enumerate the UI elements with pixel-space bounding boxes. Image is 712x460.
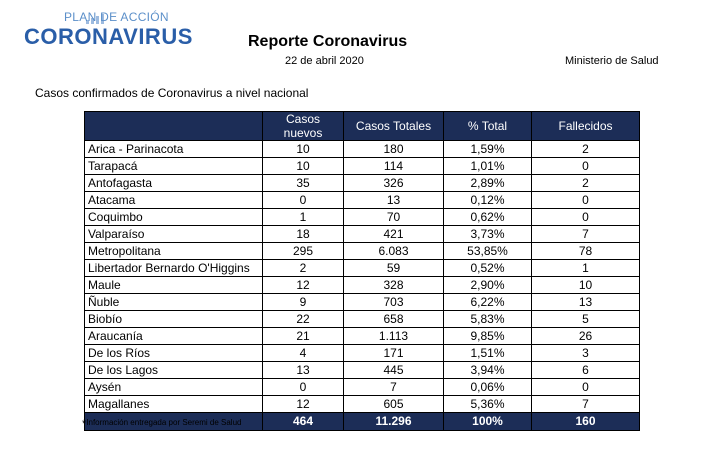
new-cases-cell: 18 [263,226,344,243]
region-name-cell: Tarapacá [85,158,263,175]
new-cases-cell: 0 [263,192,344,209]
table-row [85,141,640,158]
region-name-cell: Arica - Parinacota [85,141,263,158]
total-percent: 100% [444,413,532,431]
percent-total-cell: 2,90% [444,277,532,294]
table-row [85,345,640,362]
total-cases-cell: 1.113 [344,328,444,345]
total-deaths: 160 [532,413,640,431]
percent-total-cell: 1,51% [444,345,532,362]
region-name-cell: Coquimbo [85,209,263,226]
deaths-cell: 7 [532,396,640,413]
region-name-cell: Maule [85,277,263,294]
table-row [85,311,640,328]
total-cases-cell: 605 [344,396,444,413]
total-cases-cell: 6.083 [344,243,444,260]
plan-de-accion-logo [24,8,193,52]
region-name-cell: Metropolitana [85,243,263,260]
table-row [85,260,640,277]
deaths-cell: 0 [532,209,640,226]
total-cases-cell: 7 [344,379,444,396]
total-cases-cell: 326 [344,175,444,192]
total-cases-cell: 114 [344,158,444,175]
deaths-cell: 26 [532,328,640,345]
ministry-label: Ministerio de Salud [565,55,659,67]
percent-total-cell: 0,06% [444,379,532,396]
table-row [85,379,640,396]
new-cases-cell: 21 [263,328,344,345]
region-name-cell: Valparaíso [85,226,263,243]
deaths-cell: 6 [532,362,640,379]
deaths-cell: 10 [532,277,640,294]
new-cases-cell: 1 [263,209,344,226]
percent-total-cell: 2,89% [444,175,532,192]
deaths-cell: 5 [532,311,640,328]
total-cases-cell: 445 [344,362,444,379]
column-header-total-cases: Casos Totales [344,112,444,141]
percent-total-cell: 1,59% [444,141,532,158]
logo-top-text: PLAN DE ACCIÓN [64,10,169,24]
percent-total-cell: 5,36% [444,396,532,413]
total-total-cases: 11.296 [344,413,444,431]
percent-total-cell: 5,83% [444,311,532,328]
table-row [85,158,640,175]
total-cases-cell: 70 [344,209,444,226]
percent-total-cell: 1,01% [444,158,532,175]
total-cases-cell: 171 [344,345,444,362]
percent-total-cell: 0,52% [444,260,532,277]
table-row [85,328,640,345]
region-name-cell: Antofagasta [85,175,263,192]
new-cases-cell: 22 [263,311,344,328]
region-name-cell: Magallanes [85,396,263,413]
new-cases-cell: 12 [263,396,344,413]
table-row [85,175,640,192]
deaths-cell: 3 [532,345,640,362]
note-text: Información entregada por Seremi de Salud [86,418,242,427]
total-new-cases: 464 [263,413,344,431]
report-date: 22 de abril 2020 [285,55,364,67]
table-row [85,277,640,294]
total-cases-cell: 658 [344,311,444,328]
deaths-cell: 2 [532,175,640,192]
new-cases-cell: 295 [263,243,344,260]
table-row [85,192,640,209]
new-cases-cell: 4 [263,345,344,362]
new-cases-cell: 2 [263,260,344,277]
percent-total-cell: 9,85% [444,328,532,345]
percent-total-cell: 3,73% [444,226,532,243]
region-name-cell: De los Ríos [85,345,263,362]
table-row [85,226,640,243]
deaths-cell: 13 [532,294,640,311]
column-header-region [85,112,263,141]
region-name-cell: Ñuble [85,294,263,311]
new-cases-cell: 12 [263,277,344,294]
table-row [85,362,640,379]
column-header-percent: % Total [444,112,532,141]
logo-main-text: CORONAVIRUS [24,24,193,49]
report-title: Reporte Coronavirus [248,33,408,50]
percent-total-cell: 0,12% [444,192,532,209]
deaths-cell: 0 [532,379,640,396]
region-name-cell: Atacama [85,192,263,209]
percent-total-cell: 3,94% [444,362,532,379]
table-row [85,209,640,226]
region-name-cell: De los Lagos [85,362,263,379]
total-cases-cell: 328 [344,277,444,294]
deaths-cell: 78 [532,243,640,260]
table-header-row [85,112,640,141]
note-asterisk: * [82,418,87,430]
new-cases-cell: 9 [263,294,344,311]
region-name-cell: Aysén [85,379,263,396]
deaths-cell: 0 [532,158,640,175]
new-cases-cell: 35 [263,175,344,192]
new-cases-cell: 10 [263,141,344,158]
table-row [85,396,640,413]
new-cases-cell: 0 [263,379,344,396]
table-row [85,243,640,260]
column-header-new-cases: Casos nuevos [263,112,344,141]
deaths-cell: 7 [532,226,640,243]
total-cases-cell: 59 [344,260,444,277]
source-note [82,418,241,430]
region-name-cell: Biobío [85,311,263,328]
table-subtitle: Casos confirmados de Coronavirus a nivel nacional [35,86,309,100]
region-name-cell: Araucanía [85,328,263,345]
percent-total-cell: 53,85% [444,243,532,260]
percent-total-cell: 6,22% [444,294,532,311]
new-cases-cell: 10 [263,158,344,175]
new-cases-cell: 13 [263,362,344,379]
total-cases-cell: 180 [344,141,444,158]
table-row [85,294,640,311]
region-name-cell: Libertador Bernardo O'Higgins [85,260,263,277]
cases-table [84,111,640,431]
deaths-cell: 0 [532,192,640,209]
total-cases-cell: 13 [344,192,444,209]
percent-total-cell: 0,62% [444,209,532,226]
deaths-cell: 2 [532,141,640,158]
total-cases-cell: 703 [344,294,444,311]
column-header-deaths: Fallecidos [532,112,640,141]
deaths-cell: 1 [532,260,640,277]
total-cases-cell: 421 [344,226,444,243]
